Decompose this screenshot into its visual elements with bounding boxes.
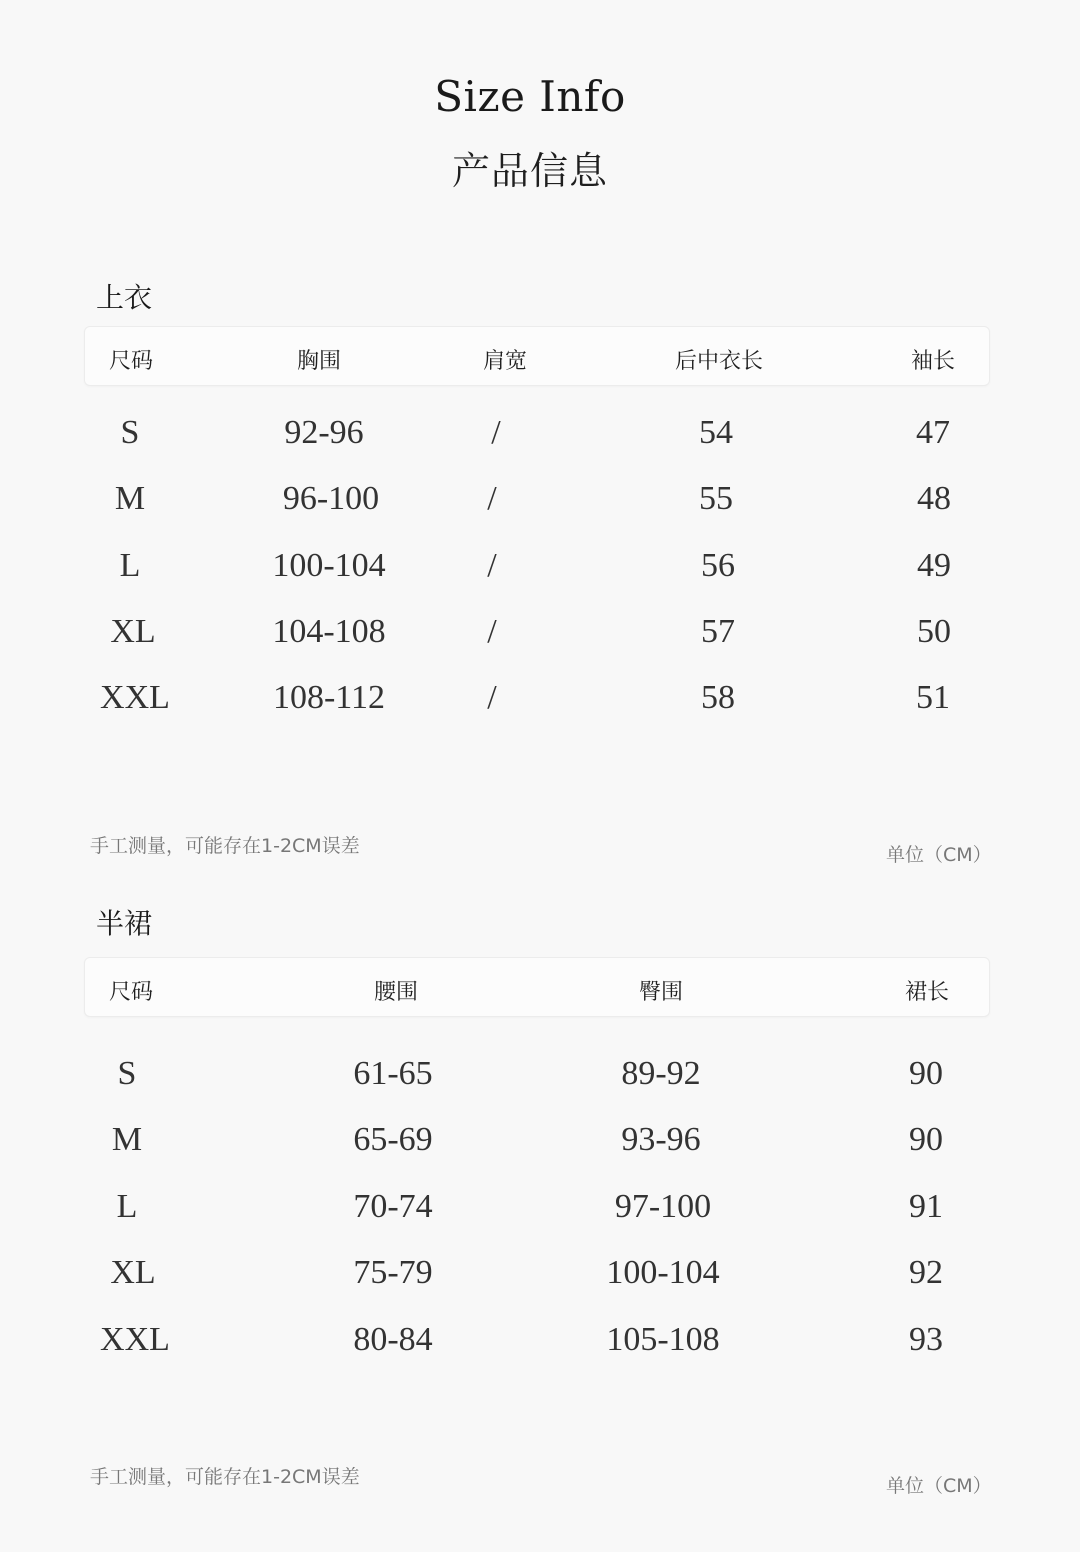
top-cell-length: 58 [701,679,735,716]
top-measure-note: 手工测量，可能存在1-2CM误差 [90,835,360,857]
skirt-measure-note: 手工测量，可能存在1-2CM误差 [90,1466,360,1488]
top-cell-length: 56 [701,547,735,584]
skirt-cell-size: L [116,1188,138,1225]
top-cell-chest: 100-104 [272,547,386,584]
top-cell-sleeve: 47 [916,414,950,451]
top-cell-length: 55 [699,480,733,517]
top-cell-chest: 108-112 [272,679,386,716]
top-cell-shoulder: / [487,547,497,584]
top-cell-length: 57 [701,613,735,650]
skirt-cell-length: 93 [909,1321,943,1358]
skirt-unit-label: 单位（CM） [886,1475,992,1497]
top-cell-size: XXL [100,679,170,716]
skirt-cell-size: M [111,1121,143,1158]
top-header-sleeve: 袖长 [910,349,956,374]
page-subtitle: 产品信息 [451,149,608,193]
top-unit-label: 单位（CM） [886,844,992,866]
skirt-cell-waist: 61-65 [353,1055,433,1092]
top-cell-chest: 92-96 [284,414,364,451]
skirt-cell-size: S [117,1055,137,1092]
skirt-header-hip: 臀围 [638,980,684,1005]
top-section-title: 上衣 [96,281,153,314]
skirt-cell-waist: 70-74 [353,1188,433,1225]
top-cell-length: 54 [699,414,733,451]
skirt-cell-waist: 75-79 [353,1254,433,1291]
skirt-cell-length: 91 [909,1188,943,1225]
top-cell-sleeve: 51 [916,679,950,716]
skirt-cell-waist: 80-84 [353,1321,433,1358]
top-cell-chest: 96-100 [282,480,380,517]
top-cell-size: M [114,480,146,517]
skirt-cell-hip: 93-96 [621,1121,701,1158]
skirt-cell-waist: 65-69 [353,1121,433,1158]
top-cell-size: L [119,547,141,584]
top-cell-shoulder: / [491,414,501,451]
top-header-size: 尺码 [108,349,154,374]
skirt-cell-hip: 100-104 [606,1254,720,1291]
top-cell-size: S [120,414,140,451]
skirt-cell-size: XXL [100,1321,170,1358]
top-cell-chest: 104-108 [272,613,386,650]
skirt-cell-size: XL [110,1254,156,1291]
top-cell-shoulder: / [487,613,497,650]
top-cell-shoulder: / [487,480,497,517]
skirt-header-length: 裙长 [904,980,950,1005]
skirt-header-waist: 腰围 [373,980,419,1005]
skirt-table-header [84,957,990,1017]
skirt-cell-length: 90 [909,1121,943,1158]
skirt-cell-length: 92 [909,1254,943,1291]
top-cell-sleeve: 50 [917,613,951,650]
top-cell-sleeve: 48 [917,480,951,517]
top-header-shoulder: 肩宽 [482,349,528,374]
skirt-cell-hip: 105-108 [606,1321,720,1358]
skirt-section-title: 半裙 [96,907,153,940]
top-cell-size: XL [110,613,156,650]
skirt-header-size: 尺码 [108,980,154,1005]
page-title: Size Info [434,72,626,121]
top-cell-sleeve: 49 [917,547,951,584]
top-header-length: 后中衣长 [674,349,764,374]
skirt-cell-length: 90 [909,1055,943,1092]
top-cell-shoulder: / [487,679,497,716]
skirt-cell-hip: 97-100 [614,1188,712,1225]
top-header-chest: 胸围 [296,349,342,374]
skirt-cell-hip: 89-92 [621,1055,701,1092]
top-table-header [84,326,990,386]
